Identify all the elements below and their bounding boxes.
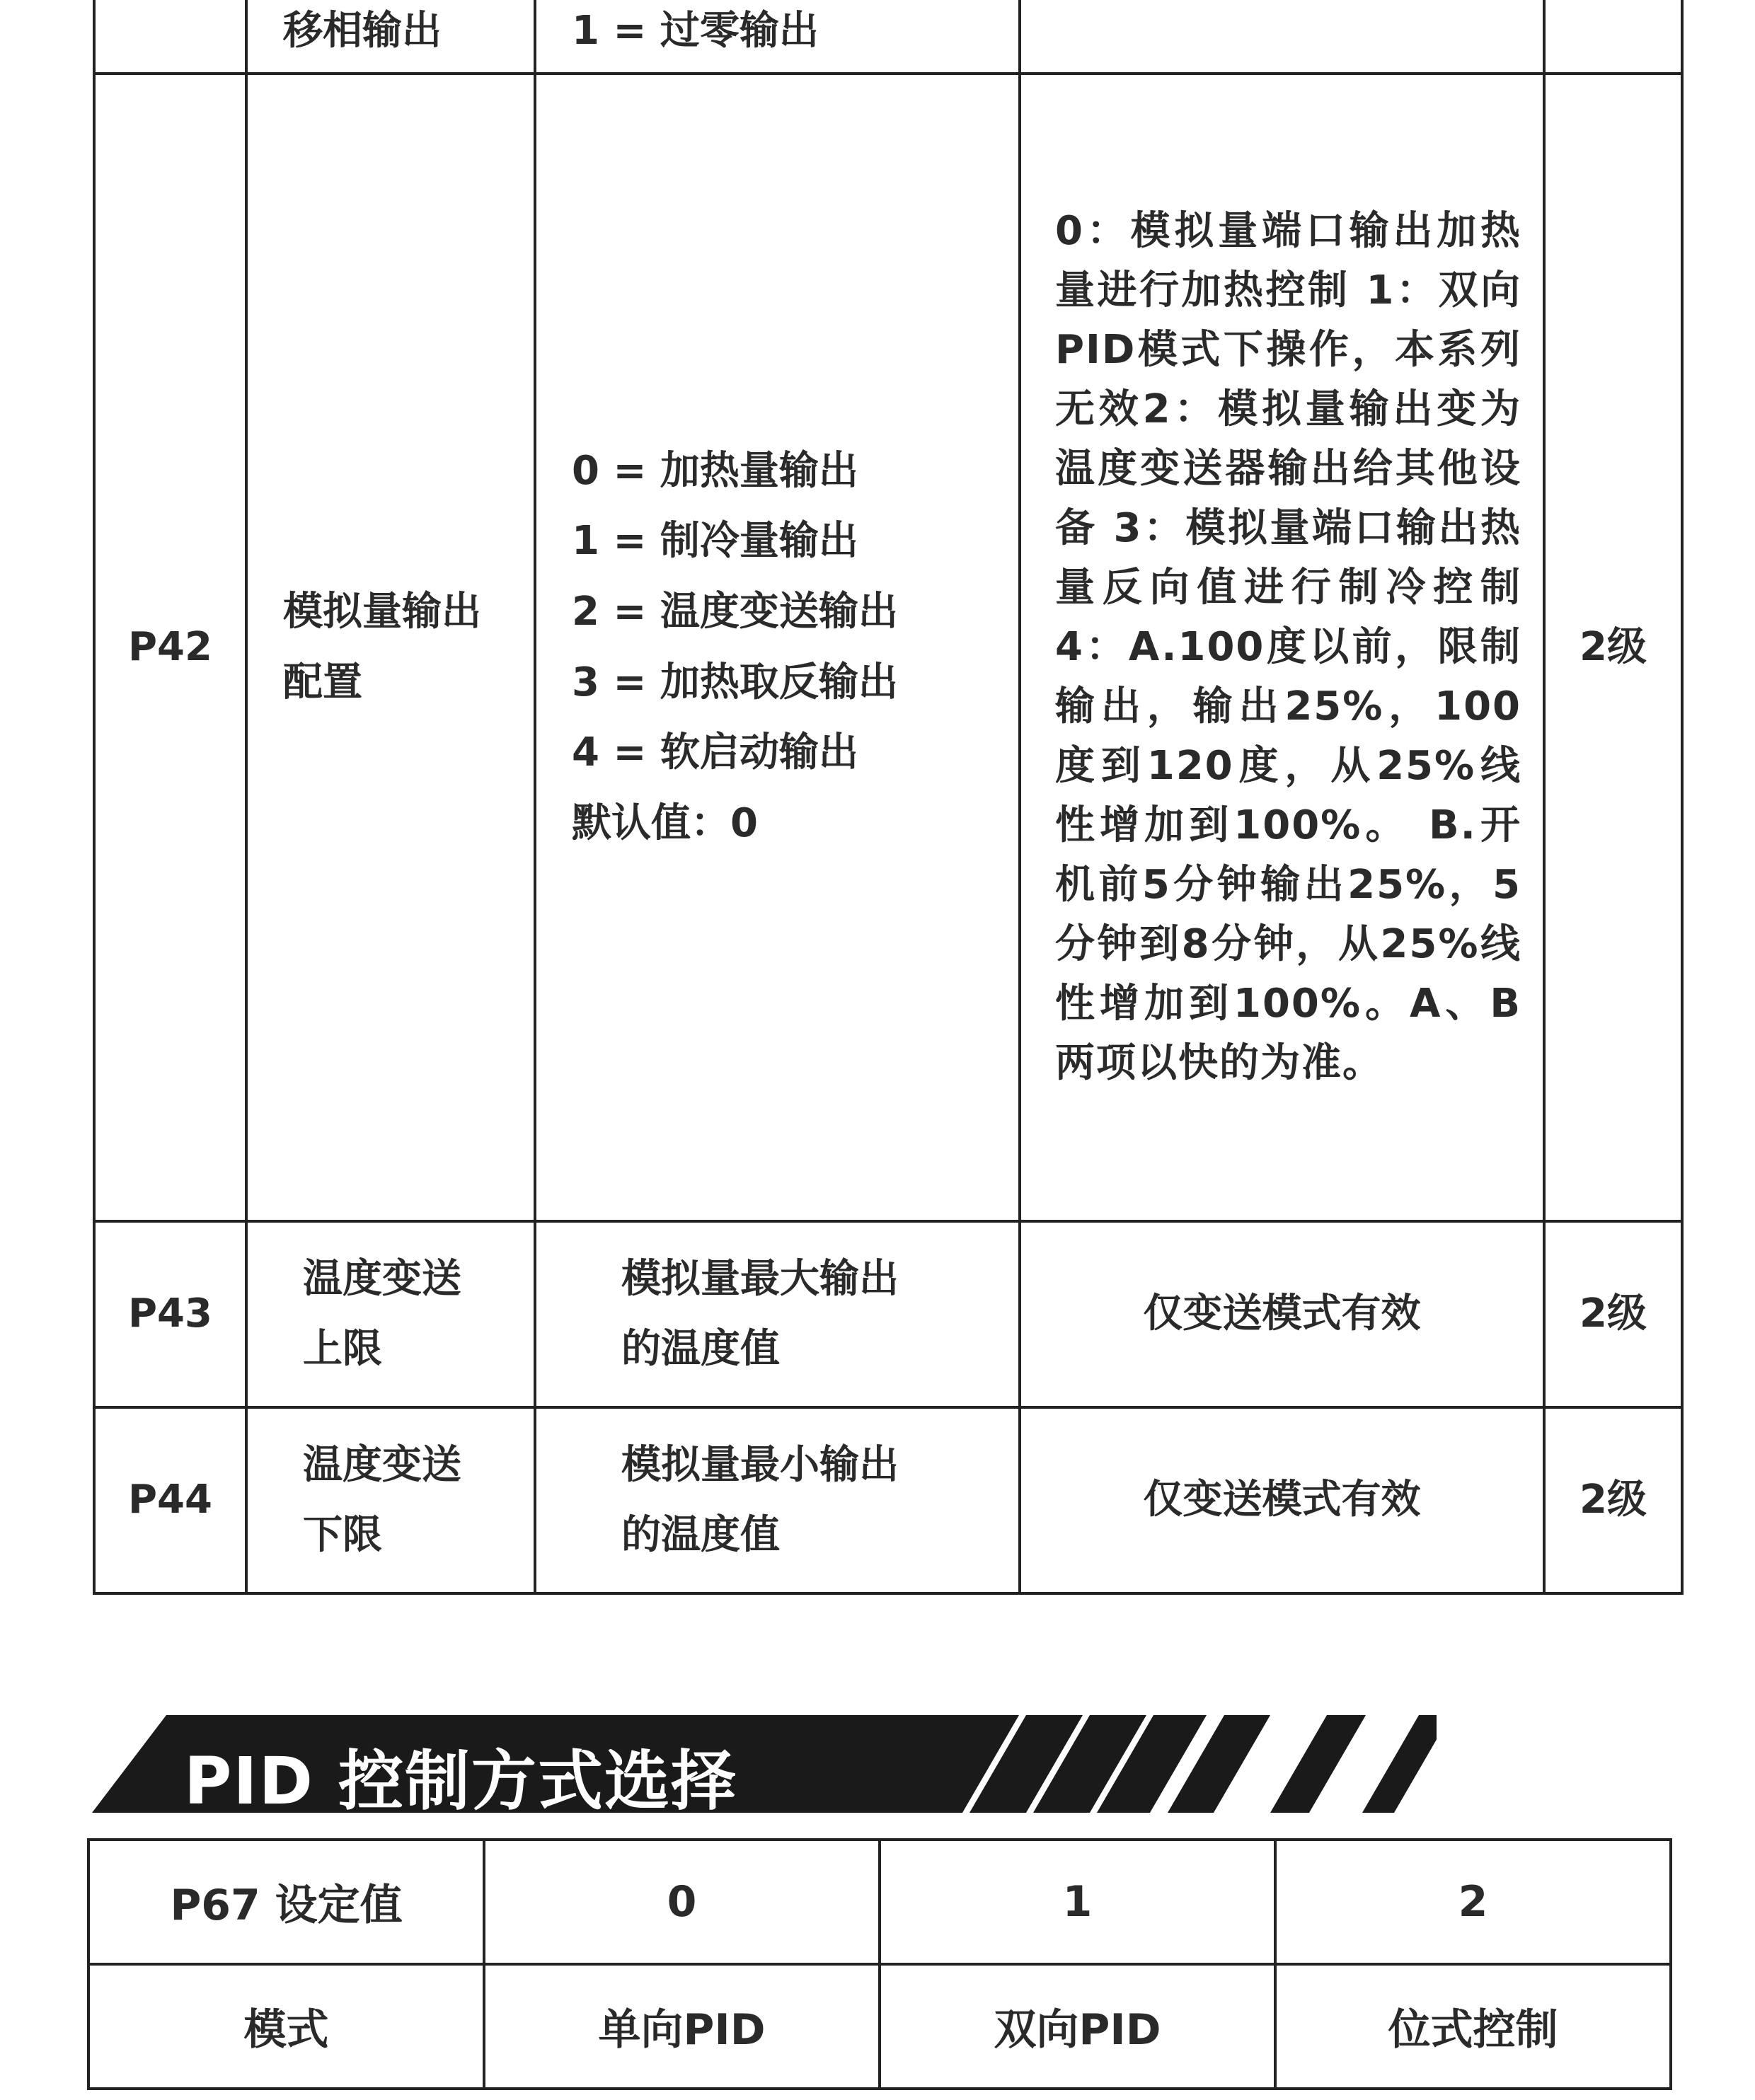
param-option: 模拟量最大输出 (621, 1255, 899, 1302)
code-cell (94, 0, 246, 74)
name-cell (246, 74, 535, 1221)
param-code: P43 (94, 1221, 246, 1407)
param-level: 2级 (1544, 1407, 1682, 1593)
parameter-table (93, 0, 1684, 1595)
param-name-line: 模拟量输出 (283, 589, 481, 635)
param-description: 仅变送模式有效 (1020, 1221, 1544, 1407)
param-description: 仅变送模式有效 (1020, 1407, 1544, 1593)
pid-mode-table (87, 1838, 1672, 2090)
name-cell (246, 1407, 535, 1593)
name-cell (246, 0, 535, 74)
param-option: 0 = 加热量输出 (572, 447, 858, 494)
table-cell: 双向PID (880, 1964, 1275, 2089)
table-cell: 单向PID (484, 1964, 880, 2089)
name-cell (246, 1221, 535, 1407)
param-name-line: 配置 (283, 659, 362, 705)
param-level: 2级 (1544, 74, 1682, 1221)
param-option: 1 = 过零输出 (572, 8, 819, 54)
table-header-cell: 2 (1275, 1840, 1671, 1964)
section-title: PID 控制方式选择 (184, 1743, 738, 1819)
param-name-line: 下限 (303, 1512, 382, 1559)
table-row (88, 1964, 1671, 2089)
banner-stripe (1270, 1715, 1366, 1813)
table-header-cell: 0 (484, 1840, 880, 1964)
param-description: 0：模拟量端口输出加热量进行加热控制 1：双向PID模式下操作，本系列无效2：模拟量输出变为温度变送器输出给其他设备 3：模拟量端口输出热量反向值进行制冷控制 4：A.100度以前，限制输出，输出25%，100度到120度，从25%线性增加到100%。 B.开机前5分钟输出25%，5分钟到8分钟，从25%线性增加到100%。A、B两项以快的为准。 (1020, 74, 1544, 1221)
section-heading (92, 1715, 1437, 1819)
param-option: 1 = 制冷量输出 (572, 518, 858, 565)
param-option: 4 = 软启动输出 (572, 729, 858, 776)
table-row (94, 0, 1682, 74)
param-name-line: 上限 (303, 1326, 382, 1373)
param-option: 2 = 温度变送输出 (572, 589, 898, 635)
param-name-line: 温度变送 (303, 1441, 461, 1488)
table-header-cell: 1 (880, 1840, 1275, 1964)
param-option: 模拟量最小输出 (621, 1441, 899, 1488)
banner-stripe (1362, 1715, 1437, 1813)
table-header-cell: P67 设定值 (88, 1840, 484, 1964)
param-code: P44 (94, 1407, 246, 1593)
param-option: 3 = 加热取反输出 (572, 659, 898, 705)
table-row (88, 1840, 1671, 1964)
description-cell (1020, 0, 1544, 74)
param-name: 移相输出 (283, 8, 442, 54)
table-cell: 模式 (88, 1964, 484, 2089)
options-cell (535, 1407, 1020, 1593)
options-cell (535, 74, 1020, 1221)
table-cell: 位式控制 (1275, 1964, 1671, 2089)
param-default: 默认值：0 (572, 800, 758, 847)
param-option: 的温度值 (621, 1512, 780, 1559)
table-row (94, 74, 1682, 1221)
param-code: P42 (94, 74, 246, 1221)
options-cell (535, 0, 1020, 74)
table-row (94, 1221, 1682, 1407)
param-option: 的温度值 (621, 1326, 780, 1373)
table-row (94, 1407, 1682, 1593)
level-cell (1544, 0, 1682, 74)
param-name-line: 温度变送 (303, 1255, 461, 1302)
options-cell (535, 1221, 1020, 1407)
param-level: 2级 (1544, 1221, 1682, 1407)
